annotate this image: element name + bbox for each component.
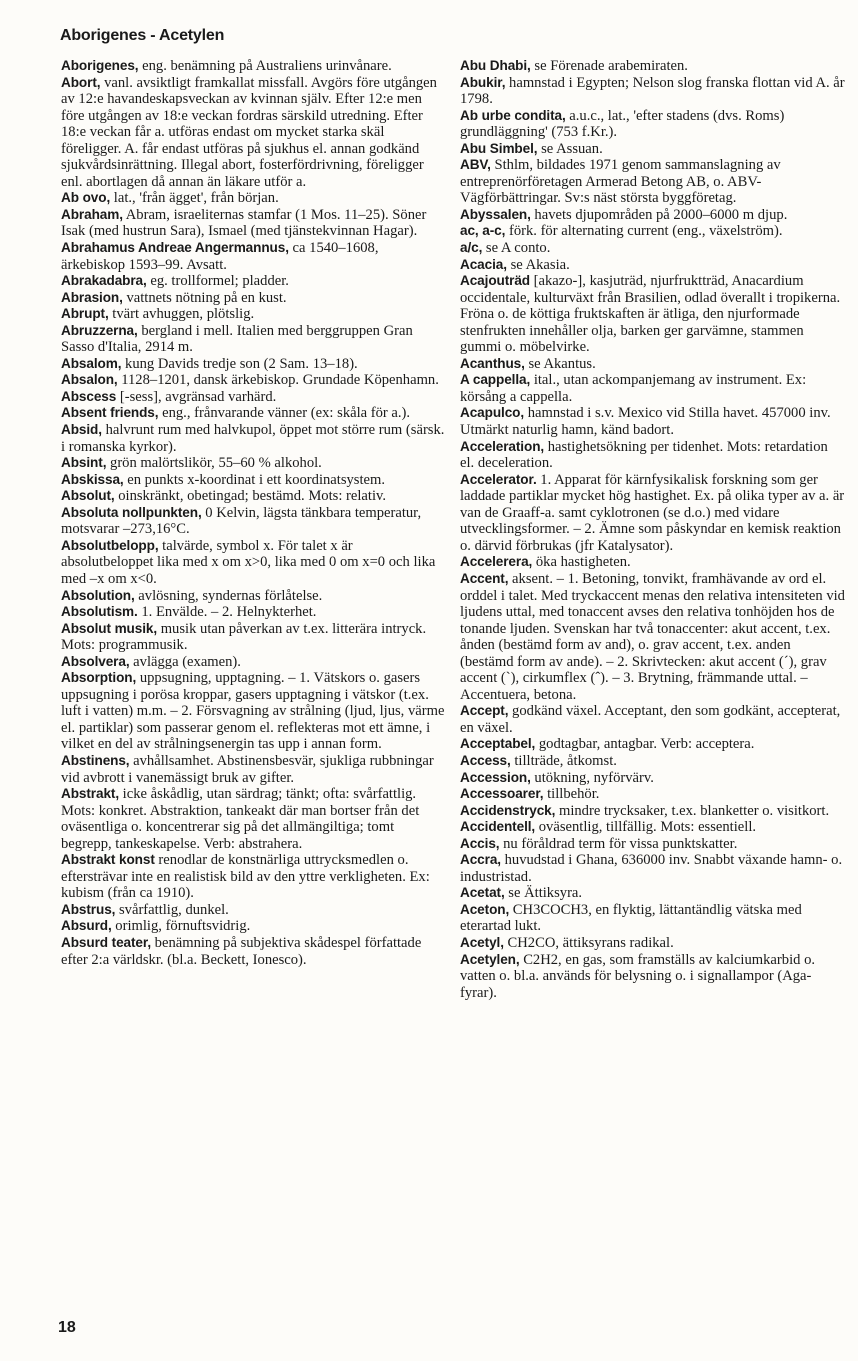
dictionary-entry xyxy=(460,786,845,803)
entry-definition: grön malörtslikör, 55–60 % alkohol. xyxy=(106,455,322,472)
entry-definition: uppsugning, upptagning. – 1. Vätskors o. gasers uppsugning i porösa kroppar, gasers upptagning i vätskor (t.ex. luft i vatten) m.m. – 2. Försvagning av strålning (ljud, ljus, värme el. partiklar) som passerar genom el. reflekteras mot ett ämne, i vilket en del av strålningsenergin tas upp i annan form. xyxy=(61,670,445,753)
entry-headword: Accidentell, xyxy=(460,819,536,835)
entry-definition: tillträde, åtkomst. xyxy=(510,752,617,769)
entry-headword: Acajouträd xyxy=(460,273,531,289)
dictionary-entry xyxy=(460,223,845,240)
entry-headword: Abskissa, xyxy=(61,471,124,487)
entry-headword: Abstrus, xyxy=(61,901,116,917)
dictionary-entry xyxy=(460,703,845,736)
dictionary-entry xyxy=(460,108,845,141)
dictionary-entry xyxy=(460,141,845,158)
dictionary-entry xyxy=(460,405,845,438)
entry-definition: ital., utan ackompanjemang av instrument. Ex: körsång a cappella. xyxy=(460,372,807,405)
dictionary-entry xyxy=(460,885,845,902)
entry-headword: Accept, xyxy=(460,703,509,719)
dictionary-entry xyxy=(61,273,446,290)
dictionary-entry xyxy=(61,670,446,753)
entry-definition: huvudstad i Ghana, 636000 inv. Snabbt växande hamn- o. industristad. xyxy=(460,852,843,885)
entry-headword: Abstrakt, xyxy=(61,786,120,802)
entry-headword: Abrahamus Andreae Angermannus, xyxy=(61,240,289,256)
entry-definition: oinskränkt, obetingad; bestämd. Mots: relativ. xyxy=(114,488,387,505)
entry-headword: Absolutism. xyxy=(61,604,138,620)
entry-headword: Absalon, xyxy=(61,372,118,388)
entry-definition: öka hastigheten. xyxy=(532,554,631,571)
page-number: 18 xyxy=(58,1319,76,1336)
dictionary-entry xyxy=(61,621,446,654)
dictionary-entry xyxy=(61,455,446,472)
entry-headword: Accidenstryck, xyxy=(460,802,556,818)
dictionary-entry xyxy=(460,157,845,207)
entry-headword: Accession, xyxy=(460,769,531,785)
dictionary-entry xyxy=(61,323,446,356)
dictionary-entry xyxy=(61,290,446,307)
entry-definition: se Assuan. xyxy=(537,140,603,157)
entry-definition: se A conto. xyxy=(482,240,551,257)
dictionary-entry xyxy=(460,753,845,770)
entry-definition: godkänd växel. Acceptant, den som godkänt, accepterat, en växel. xyxy=(460,703,841,736)
entry-headword: Abstinens, xyxy=(61,752,130,768)
dictionary-entry xyxy=(460,273,845,356)
entry-headword: Absolut musik, xyxy=(61,620,158,636)
entry-definition: 1. Envälde. – 2. Helnykterhet. xyxy=(137,604,317,621)
entry-definition: aksent. – 1. Betoning, tonvikt, framhävande av ord el. orddel i talet. Med tryckaccent menas den relativa intensiteten vid ljudens uttal, med tonaccent avses den relativa tonhöjden hos de tonande ljuden. Svenskan har två tonaccenter: akut accent, t.ex. ånden (bestämd form av and), o. grav accent, t.ex. anden (bestämd form av ande). – 2. Skrivtecken: akut accent (´), grav accent (`), cirkumflex (ˆ). – 3. Brytning, främmande uttal. – Accentuera, betona. xyxy=(460,570,845,703)
running-header: Aborigenes - Acetylen xyxy=(60,27,225,44)
dictionary-entry xyxy=(460,819,845,836)
entry-definition: mindre trycksaker, t.ex. blanketter o. visitkort. xyxy=(555,802,830,819)
entry-definition: se Akantus. xyxy=(524,355,596,372)
dictionary-entry xyxy=(460,257,845,274)
dictionary-entry xyxy=(61,405,446,422)
entry-definition: lat., 'från ägget', från början. xyxy=(110,190,279,207)
entry-definition: musik utan påverkan av t.ex. litterära intryck. Mots: programmusik. xyxy=(61,620,427,654)
dictionary-entry xyxy=(61,918,446,935)
entry-definition: en punkts x-koordinat i ett koordinatsystem. xyxy=(123,471,386,488)
entry-definition: 0 Kelvin, lägsta tänkbara temperatur, motsvarar –273,16°C. xyxy=(61,504,422,538)
dictionary-entry xyxy=(61,604,446,621)
entry-headword: Accessoarer, xyxy=(460,786,544,802)
dictionary-entry xyxy=(61,207,446,240)
entry-definition: Abram, israeliternas stamfar (1 Mos. 11–25). Söner Isak (med hustrun Sara), Ismael (med tjänstekvinnan Hagar). xyxy=(61,206,427,240)
entry-headword: Ab ovo, xyxy=(61,190,111,206)
dictionary-entry xyxy=(460,356,845,373)
dictionary-entry xyxy=(61,356,446,373)
dictionary-entry xyxy=(61,538,446,588)
entry-headword: Acanthus, xyxy=(460,355,525,371)
entry-definition: [akazo-], kasjuträd, njurfruktträd, Anacardium occidentale, kulturväxt från Brasilien, odlad överallt i tropikerna. Fröna o. de köttiga fruktskaften är ätliga, den njurformade stenfrukten innehåller olja, barken ger garvämne, stammen gummi o. möbelvirke. xyxy=(460,273,841,356)
entry-definition: avhållsamhet. Abstinensbesvär, sjukliga rubbningar vid avbrott i vanemässigt bruk av gifter. xyxy=(61,752,434,786)
entry-headword: Absent friends, xyxy=(61,405,159,421)
entry-headword: Accelerera, xyxy=(460,554,533,570)
dictionary-entry xyxy=(460,207,845,224)
entry-definition: ca 1540–1608, ärkebiskop 1593–99. Avsatt. xyxy=(61,240,379,273)
dictionary-entry xyxy=(61,935,446,968)
entry-headword: Access, xyxy=(460,752,511,768)
dictionary-entry xyxy=(61,852,446,902)
dictionary-entry xyxy=(61,190,446,207)
dictionary-entry xyxy=(460,571,845,703)
entry-definition: benämning på subjektiva skådespel författade efter 2:a världskr. (bl.a. Beckett, Ionesco). xyxy=(61,934,422,968)
dictionary-entry xyxy=(61,753,446,786)
entry-headword: Accra, xyxy=(460,852,501,868)
dictionary-entry xyxy=(61,389,446,406)
dictionary-entry xyxy=(460,952,845,1002)
entry-headword: ABV, xyxy=(460,157,491,173)
entry-definition: icke åskådlig, utan särdrag; tänkt; ofta: svårfattlig. Mots: konkret. Abstraktion, tankeakt där man bortser från det oväsentliga o. koncentrerar sig på det allmängiltiga; tomt begrepp, tankeskapelse. Verb: abstrahera. xyxy=(61,786,420,852)
dictionary-entry xyxy=(460,372,845,405)
entry-headword: Abruzzerna, xyxy=(61,322,138,338)
dictionary-entry xyxy=(460,736,845,753)
entry-definition: se Ättiksyra. xyxy=(504,885,583,902)
entry-definition: renodlar de konstnärliga uttrycksmedlen o. eftersträvar inte en realistisk bild av den yttre verkligheten. Ex: kubism (från ca 1910). xyxy=(61,852,430,902)
dictionary-entry xyxy=(61,240,446,273)
entry-headword: Abukir, xyxy=(460,74,506,90)
dictionary-entry xyxy=(61,654,446,671)
entry-definition: eg. trollformel; pladder. xyxy=(146,273,289,290)
entry-definition: tillbehör. xyxy=(543,786,600,803)
entry-headword: Aceton, xyxy=(460,901,510,917)
entry-definition: förk. för alternating current (eng., växelström). xyxy=(505,223,783,240)
entry-definition: hastighetsökning per tidenhet. Mots: retardation el. deceleration. xyxy=(460,438,828,472)
entry-headword: Aborigenes, xyxy=(61,58,139,73)
dictionary-entry xyxy=(460,836,845,853)
entry-definition: bergland i mell. Italien med berggruppen Gran Sasso d'Italia, 2914 m. xyxy=(61,322,413,356)
entry-definition: svårfattlig, dunkel. xyxy=(115,901,229,918)
entry-headword: Acapulco, xyxy=(460,405,525,421)
entry-headword: Abraham, xyxy=(61,206,123,222)
dictionary-entry xyxy=(460,852,845,885)
entry-definition: eng. benämning på Australiens urinvånare. xyxy=(138,58,392,74)
entry-definition: kung Davids tredje son (2 Sam. 13–18). xyxy=(121,355,358,372)
entry-headword: Absolvera, xyxy=(61,653,130,669)
entry-headword: Abstrakt konst xyxy=(61,852,155,868)
entry-headword: Absurd, xyxy=(61,918,112,934)
entry-headword: Abu Dhabi, xyxy=(460,58,531,73)
entry-definition: havets djupområden på 2000–6000 m djup. xyxy=(530,206,788,223)
entry-headword: Absid, xyxy=(61,422,102,438)
dictionary-entry xyxy=(460,439,845,472)
dictionary-entry xyxy=(61,422,446,455)
dictionary-entry xyxy=(460,902,845,935)
dictionary-entry xyxy=(460,554,845,571)
entry-headword: Acetyl, xyxy=(460,934,504,950)
dictionary-entry xyxy=(61,75,446,191)
entry-definition: hamnstad i Egypten; Nelson slog franska flottan vid A. år 1798. xyxy=(460,74,845,108)
entry-headword: Absorption, xyxy=(61,670,137,686)
dictionary-entry xyxy=(460,472,845,555)
entry-headword: ac, a-c, xyxy=(460,223,506,239)
dictionary-entry xyxy=(61,588,446,605)
entry-headword: Absolutbelopp, xyxy=(61,537,159,553)
entry-definition: avlösning, syndernas förlåtelse. xyxy=(134,587,323,604)
dictionary-entry xyxy=(61,902,446,919)
dictionary-entry xyxy=(460,935,845,952)
entry-headword: Abrupt, xyxy=(61,306,109,322)
entry-headword: A cappella, xyxy=(460,372,531,388)
entry-definition: oväsentlig, tillfällig. Mots: essentiell. xyxy=(535,819,757,836)
entry-definition: talvärde, symbol x. För talet x är absolutbeloppet lika med x om x>0, lika med 0 om x=0 och lika med –x om x<0. xyxy=(61,537,436,587)
entry-definition: C2H2, en gas, som framställs av kalciumkarbid o. vatten o. bl.a. används för belysning o. i signallampor (Aga-fyrar). xyxy=(460,951,816,1001)
entry-definition: CH3COCH3, en flyktig, lättantändlig vätska med eterartad lukt. xyxy=(460,901,802,935)
entry-definition: vattnets nötning på en kust. xyxy=(122,289,287,306)
entry-headword: Acceptabel, xyxy=(460,736,536,752)
entry-definition: halvrunt rum med halvkupol, öppet mot större rum (särsk. i romanska kyrkor). xyxy=(61,422,445,455)
entry-definition: 1128–1201, dansk ärkebiskop. Grundade Köpenhamn. xyxy=(117,372,439,389)
right-column xyxy=(460,58,845,1001)
entry-definition: orimlig, förnuftsvidrig. xyxy=(111,918,251,935)
entry-headword: Abyssalen, xyxy=(460,206,531,222)
entry-headword: Acetat, xyxy=(460,885,505,901)
entry-definition: vanl. avsiktligt framkallat missfall. Avgörs före utgången av 12:e havandeskapsveckan av kvinnan själv. Efter 12:e men före utgången av 18:e veckan fordras särskild utredning. Efter 18:e veckan får a. utföras endast om mycket starka skäl föreligger. A. får endast utföras på sjukhus el. annan godkänd sjukvårdsinrättning. Illegal abort, fosterfördrivning, föreligger enl. abortlagen då annan än läkare utför a. xyxy=(61,74,437,190)
entry-definition: a.u.c., lat., 'efter stadens (dvs. Roms) grundläggning' (753 f.Kr.). xyxy=(460,107,785,141)
entry-headword: Accent, xyxy=(460,570,509,586)
entry-definition: hamnstad i s.v. Mexico vid Stilla havet. 457000 inv. Utmärkt naturlig hamn, känd badort. xyxy=(460,405,831,439)
entry-headword: a/c, xyxy=(460,240,483,256)
entry-definition: se Förenade arabemiraten. xyxy=(530,58,688,74)
dictionary-entry xyxy=(61,372,446,389)
dictionary-entry xyxy=(460,240,845,257)
entry-headword: Absalom, xyxy=(61,355,122,371)
entry-headword: Abrakadabra, xyxy=(61,273,147,289)
entry-definition: Sthlm, bildades 1971 genom sammanslagning av entreprenörföretagen Armerad Betong AB, o. ABV-Vägförbättringar. Sv:s näst största byggföretag. xyxy=(460,157,781,207)
dictionary-entry xyxy=(460,803,845,820)
entry-definition: utökning, nyförvärv. xyxy=(530,769,654,786)
dictionary-entry xyxy=(460,58,845,75)
entry-definition: tvärt avhuggen, plötslig. xyxy=(108,306,255,323)
dictionary-entry xyxy=(61,306,446,323)
entry-headword: Accelerator. xyxy=(460,471,537,487)
entry-headword: Absint, xyxy=(61,455,107,471)
dictionary-entry xyxy=(61,505,446,538)
entry-definition: CH2CO, ättiksyrans radikal. xyxy=(503,934,674,951)
entry-definition: 1. Apparat för kärnfysikalisk forskning som ger laddade partiklar mycket hög hastighet. Ex. på olika typer av a. är van de Graaff-a. samt cyklotronen (se d.o.) med vidare utvecklingsformer. – 2. Ämne som påskyndar en kemisk reaktion o. därvid förbrukas (jfr Katalysator). xyxy=(460,471,845,554)
dictionary-entry xyxy=(61,786,446,852)
dictionary-entry xyxy=(61,58,446,75)
entry-definition: [-sess], avgränsad varhärd. xyxy=(116,388,277,405)
entry-headword: Acceleration, xyxy=(460,438,545,454)
entry-definition: avlägga (examen). xyxy=(129,653,241,670)
entry-headword: Abrasion, xyxy=(61,289,123,305)
entry-headword: Absurd teater, xyxy=(61,934,152,950)
entry-headword: Acetylen, xyxy=(460,951,520,967)
dictionary-entry xyxy=(61,488,446,505)
entry-headword: Abscess xyxy=(61,388,117,404)
entry-definition: se Akasia. xyxy=(506,256,570,273)
entry-headword: Abu Simbel, xyxy=(460,140,538,156)
entry-headword: Absoluta nollpunkten, xyxy=(61,504,202,520)
dictionary-entry xyxy=(61,472,446,489)
dictionary-entry xyxy=(460,770,845,787)
entry-headword: Acacia, xyxy=(460,256,507,272)
entry-headword: Absolut, xyxy=(61,488,115,504)
left-column xyxy=(61,58,446,968)
entry-headword: Accis, xyxy=(460,835,500,851)
entry-definition: nu föråldrad term för vissa punktskatter. xyxy=(499,835,738,852)
entry-definition: godtagbar, antagbar. Verb: acceptera. xyxy=(535,736,755,753)
entry-headword: Ab urbe condita, xyxy=(460,107,566,123)
entry-headword: Abort, xyxy=(61,74,101,90)
entry-headword: Absolution, xyxy=(61,587,135,603)
entry-definition: eng., frånvarande vänner (ex: skåla för a.). xyxy=(158,405,411,422)
dictionary-entry xyxy=(460,75,845,108)
